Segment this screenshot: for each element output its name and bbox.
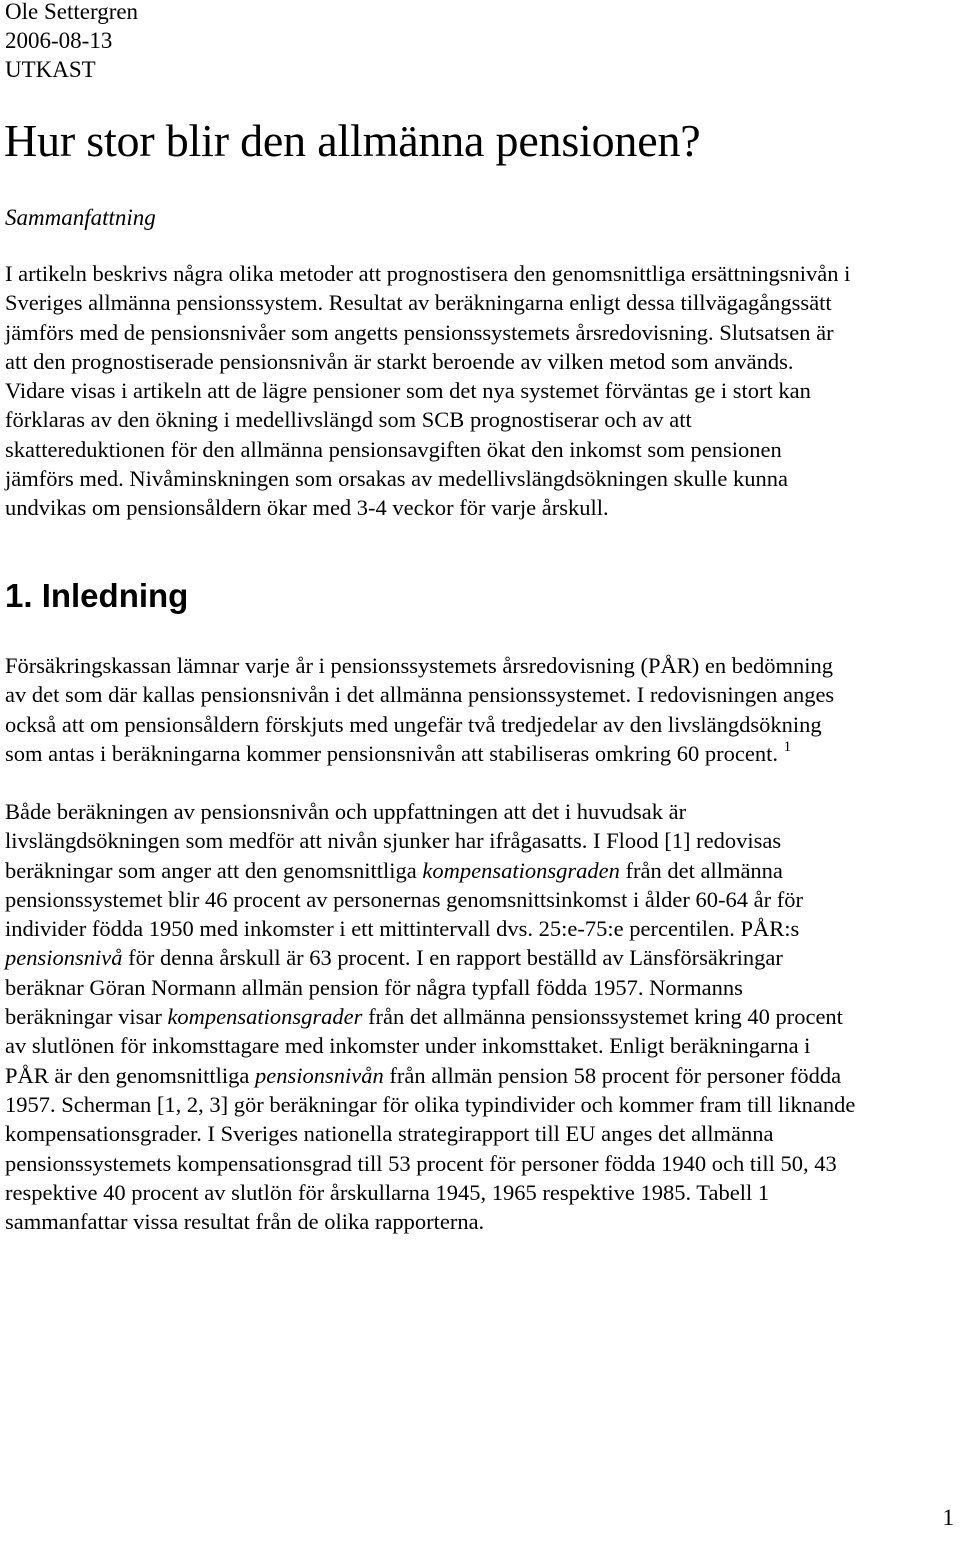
text-run: beräkningar som anger att den genomsnittliga bbox=[5, 857, 423, 883]
paragraph-line: sammanfattar vissa resultat från de olika rapporterna. bbox=[5, 1209, 485, 1235]
paragraph-line: av det som där kallas pensionsnivån i det allmänna pensionssystemet. I redovisningen anges bbox=[5, 682, 835, 708]
paragraph-line-with-footnote bbox=[5, 739, 960, 768]
paragraph-line: 1957. Scherman [1, 2, 3] gör beräkningar för olika typindivider och kommer fram till liknande bbox=[5, 1091, 856, 1117]
text-run: från det allmänna pensionssystemet kring 40 procent bbox=[362, 1004, 843, 1030]
paragraph-line: livslängdsökningen som medför att nivån sjunker har ifrågasatts. I Flood [1] redovisas bbox=[5, 828, 782, 854]
summary-line: skattereduktionen för den allmänna pensionsavgiften ökat den inkomst som pensionen bbox=[5, 436, 782, 462]
paragraph-line bbox=[5, 1002, 960, 1031]
paragraph-line: individer födda 1950 med inkomster i ett mittintervall dvs. 25:e-75:e percentilen. PÅR:s bbox=[5, 916, 800, 942]
paragraph-line bbox=[5, 856, 960, 885]
paragraph-line: respektive 40 procent av slutlön för årskullarna 1945, 1965 respektive 1985. Tabell 1 bbox=[5, 1179, 770, 1205]
summary-line: jämförs med de pensionsnivåer som angetts pensionssystemets årsredovisning. Slutsatsen är bbox=[5, 319, 834, 345]
paragraph-line: också att om pensionsåldern förskjuts med ungefär två tredjedelar av den livslängdsökning bbox=[5, 711, 822, 737]
summary-line: undvikas om pensionsåldern ökar med 3-4 veckor för varje årskull. bbox=[5, 495, 609, 521]
page-number: 1 bbox=[942, 1505, 954, 1530]
summary-line: Sveriges allmänna pensionssystem. Resultat av beräkningarna enligt dessa tillvägagångssätt bbox=[5, 290, 832, 316]
summary-line: att den prognostiserade pensionsnivån är starkt beroende av vilken metod som används. bbox=[5, 348, 794, 374]
paragraph-line-text: som antas i beräkningarna kommer pensionsnivån att stabiliseras omkring 60 procent. bbox=[5, 740, 784, 766]
text-run: från det allmänna bbox=[619, 857, 783, 883]
footnote-reference[interactable]: 1 bbox=[783, 738, 792, 755]
summary-line: I artikeln beskrivs några olika metoder att prognostisera den genomsnittliga ersättningsnivån i bbox=[5, 261, 851, 286]
draft-status: UTKAST bbox=[5, 57, 96, 82]
paragraph-line: Både beräkningen av pensionsnivån och uppfattningen att det i huvudsak är bbox=[5, 799, 687, 824]
summary-line: förklaras av den ökning i medellivslängd som SCB prognostiserar och av att bbox=[5, 407, 692, 433]
intro-paragraph-2 bbox=[5, 797, 960, 1236]
intro-paragraph-1 bbox=[5, 651, 960, 768]
paragraph-line: beräknar Göran Normann allmän pension för några typfall födda 1957. Normanns bbox=[5, 974, 743, 1000]
emphasis-term: pensionsnivå bbox=[5, 945, 123, 971]
text-run: för denna årskull är 63 procent. I en rapport beställd av Länsförsäkringar bbox=[122, 945, 783, 971]
document-header bbox=[5, 0, 138, 84]
section-heading-inledning: 1. Inledning bbox=[5, 577, 189, 614]
paragraph-line: Försäkringskassan lämnar varje år i pensionssystemets årsredovisning (PÅR) en bedömning bbox=[5, 653, 833, 678]
summary-line: Vidare visas i artikeln att de lägre pensioner som det nya systemet förväntas ge i stort kan bbox=[5, 378, 811, 404]
document-title: Hur stor blir den allmänna pensionen? bbox=[4, 115, 701, 166]
paragraph-line bbox=[5, 1061, 960, 1090]
summary-heading: Sammanfattning bbox=[5, 205, 156, 230]
emphasis-term: pensionsnivån bbox=[254, 1062, 384, 1088]
paragraph-line: av slutlönen för inkomsttagare med inkomster under inkomsttaket. Enligt beräkningarna i bbox=[5, 1033, 811, 1059]
text-run: från allmän pension 58 procent för personer födda bbox=[383, 1062, 842, 1088]
emphasis-term: kompensationsgrader bbox=[167, 1004, 363, 1030]
paragraph-line: pensionssystemet blir 46 procent av personernas genomsnittsinkomst i ålder 60-64 år för bbox=[5, 886, 803, 912]
emphasis-term: kompensationsgraden bbox=[422, 857, 620, 883]
document-date: 2006-08-13 bbox=[5, 28, 113, 53]
text-run: PÅR är den genomsnittliga bbox=[5, 1062, 255, 1088]
summary-paragraph bbox=[5, 259, 960, 523]
author-name: Ole Settergren bbox=[5, 0, 139, 24]
text-run: beräkningar visar bbox=[5, 1004, 168, 1030]
paragraph-line bbox=[5, 943, 960, 972]
paragraph-line: pensionssystemets kompensationsgrad till 53 procent för personer födda 1940 och till 50, 43 bbox=[5, 1150, 837, 1176]
paragraph-line: kompensationsgrader. I Sveriges nationella strategirapport till EU anges det allmänna bbox=[5, 1121, 774, 1147]
summary-line: jämförs med. Nivåminskningen som orsakas av medellivslängdsökningen skulle kunna bbox=[5, 466, 788, 492]
